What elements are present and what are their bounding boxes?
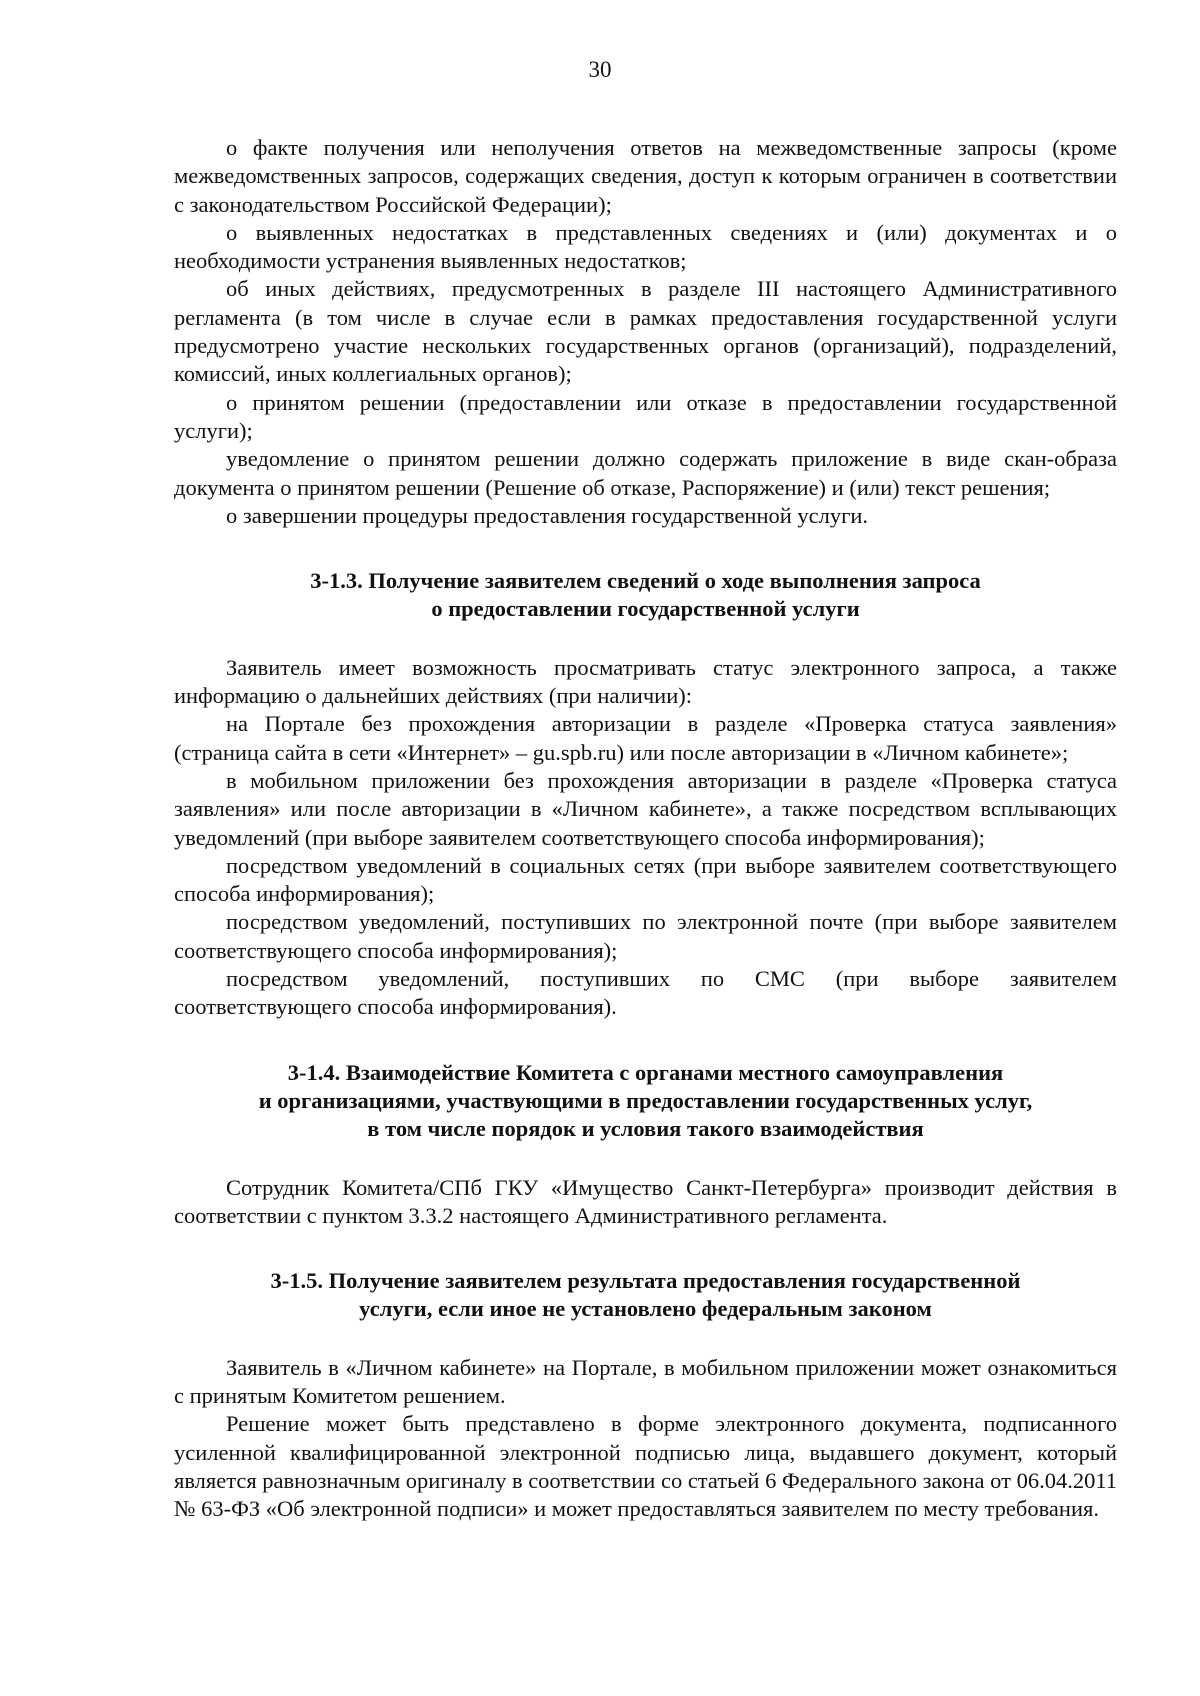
- heading-line: 3-1.5. Получение заявителем результата предоставления государственной: [270, 1268, 1021, 1294]
- paragraph: уведомление о принятом решении должно содержать приложение в виде скан-образа документа о принятом решении (Решение об отказе, Распоряжение) и (или) текст решения;: [174, 446, 1117, 500]
- section-heading-3-1-5: [174, 1267, 1117, 1324]
- section-heading-3-1-3: [174, 567, 1117, 624]
- heading-line: услуги, если иное не установлено федеральным законом: [359, 1296, 932, 1322]
- paragraph: Заявитель имеет возможность просматривать статус электронного запроса, а также информацию о дальнейших действиях (при наличии):: [174, 654, 1117, 709]
- heading-line: 3-1.4. Взаимодействие Комитета с органами местного самоуправления: [287, 1059, 1004, 1085]
- heading-line: и организациями, участвующими в предоставлении государственных услуг,: [258, 1087, 1033, 1113]
- paragraph: о факте получения или неполучения ответов на межведомственные запросы (кроме межведомственных запросов, содержащих сведения, доступ к которым ограничен в соответствии с законодательством Российской Федерации);: [174, 135, 1117, 217]
- paragraph: об иных действиях, предусмотренных в разделе III настоящего Административного регламента (в том числе в случае если в рамках предоставления государственной услуги предусмотрено участие нескольких государственных органов (организаций), подразделений, комиссий, иных коллегиальных органов);: [174, 276, 1117, 387]
- paragraph: посредством уведомлений, поступивших по СМС (при выборе заявителем соответствующего способа информирования).: [174, 966, 1117, 1020]
- heading-line: 3-1.3. Получение заявителем сведений о ходе выполнения запроса: [310, 568, 981, 594]
- paragraph: Решение может быть представлено в форме электронного документа, подписанного усиленной квалифицированной электронной подписью лица, выдавшего документ, который является равнозначным оригиналу в соответствии со статьей 6 Федерального закона от 06.04.2011 № 63-ФЗ «Об электронной подписи» и может предоставляться заявителем по месту требования.: [174, 1411, 1117, 1522]
- paragraph: о выявленных недостатках в представленных сведениях и (или) документах и о необходимости устранения выявленных недостатков;: [174, 219, 1117, 274]
- document-body: [174, 134, 1117, 1523]
- paragraph: посредством уведомлений в социальных сетях (при выборе заявителем соответствующего способа информирования);: [174, 852, 1117, 907]
- section-heading-3-1-4: [174, 1059, 1117, 1144]
- paragraph: Заявитель в «Личном кабинете» на Портале, в мобильном приложении может ознакомиться с принятым Комитетом решением.: [174, 1354, 1117, 1408]
- paragraph: о принятом решении (предоставлении или отказе в предоставлении государственной услуги);: [174, 389, 1117, 443]
- paragraph: Сотрудник Комитета/СПб ГКУ «Имущество Санкт-Петербурга» производит действия в соответствии с пунктом 3.3.2 настоящего Административного регламента.: [174, 1174, 1117, 1228]
- heading-line: о предоставлении государственной услуги: [431, 596, 860, 622]
- paragraph: на Портале без прохождения авторизации в разделе «Проверка статуса заявления» (страница сайта в сети «Интернет» – gu.spb.ru) или после авторизации в «Личном кабинете»;: [174, 711, 1117, 765]
- page-number: 30: [588, 57, 612, 82]
- paragraph: в мобильном приложении без прохождения авторизации в разделе «Проверка статуса заявления» или после авторизации в «Личном кабинете», а также посредством всплывающих уведомлений (при выборе заявителем соответствующего способа информирования);: [174, 767, 1117, 850]
- paragraph: о завершении процедуры предоставления государственной услуги.: [226, 502, 869, 528]
- heading-line: в том числе порядок и условия такого взаимодействия: [367, 1116, 924, 1142]
- paragraph: посредством уведомлений, поступивших по электронной почте (при выборе заявителем соответствующего способа информирования);: [174, 909, 1117, 963]
